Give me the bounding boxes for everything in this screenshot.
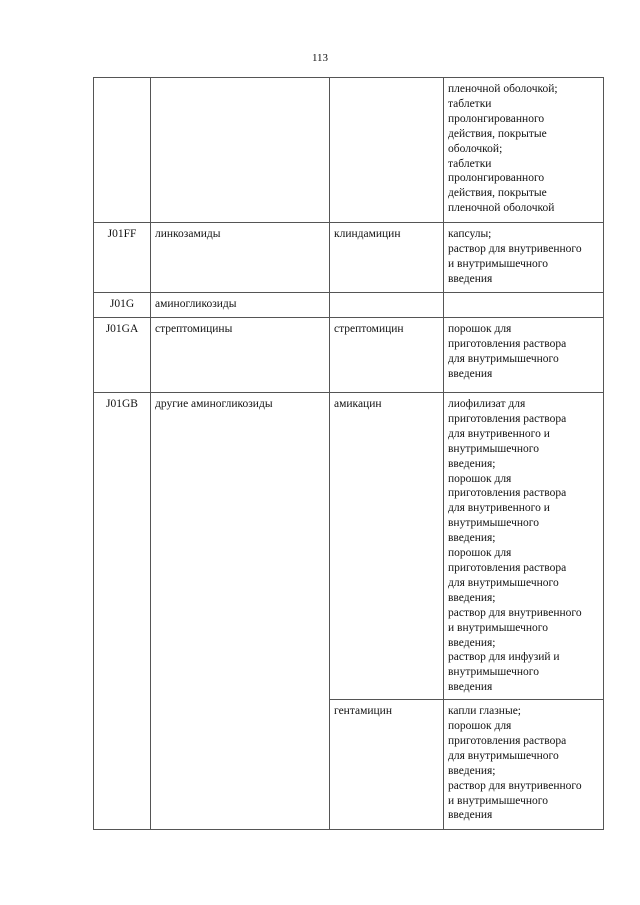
group-cell: аминогликозиды (151, 293, 330, 318)
table-row (94, 393, 604, 700)
atc-code-cell: J01G (94, 293, 151, 318)
group-cell (151, 78, 330, 223)
drug-cell: гентамицин (330, 700, 444, 830)
dosage-form-cell: лиофилизат для приготовления раствора для внутривенного и внутримышечного введения; порошок для приготовления раствора для внутривенного и внутримышечного введения; порошок для приготовления раствора для внутримышечного введения; раствор для внутривенного и внутримышечного введения; раствор для инфузий и внутримышечного введения (444, 393, 604, 700)
drug-table (93, 77, 604, 830)
atc-code-cell: J01GB (94, 393, 151, 830)
page-number: 113 (311, 52, 329, 64)
group-cell: другие аминогликозиды (151, 393, 330, 830)
drug-cell (330, 78, 444, 223)
drug-cell (330, 293, 444, 318)
dosage-form-cell: капсулы; раствор для внутривенного и внутримышечного введения (444, 223, 604, 293)
drug-cell: клиндамицин (330, 223, 444, 293)
group-cell: линкозамиды (151, 223, 330, 293)
atc-code-cell: J01GA (94, 318, 151, 393)
dosage-form-cell: пленочной оболочкой; таблетки пролонгированного действия, покрытые оболочкой; таблетки пролонгированного действия, покрытые пленочной оболочкой (444, 78, 604, 223)
table-row (94, 78, 604, 223)
table-row (94, 318, 604, 393)
dosage-form-cell (444, 293, 604, 318)
atc-code-cell: J01FF (94, 223, 151, 293)
table-row (94, 223, 604, 293)
table-row (94, 293, 604, 318)
drug-cell: амикацин (330, 393, 444, 700)
group-cell: стрептомицины (151, 318, 330, 393)
drug-cell: стрептомицин (330, 318, 444, 393)
atc-code-cell (94, 78, 151, 223)
dosage-form-cell: порошок для приготовления раствора для внутримышечного введения (444, 318, 604, 393)
dosage-form-cell: капли глазные; порошок для приготовления раствора для внутримышечного введения; раствор для внутривенного и внутримышечного введения (444, 700, 604, 830)
